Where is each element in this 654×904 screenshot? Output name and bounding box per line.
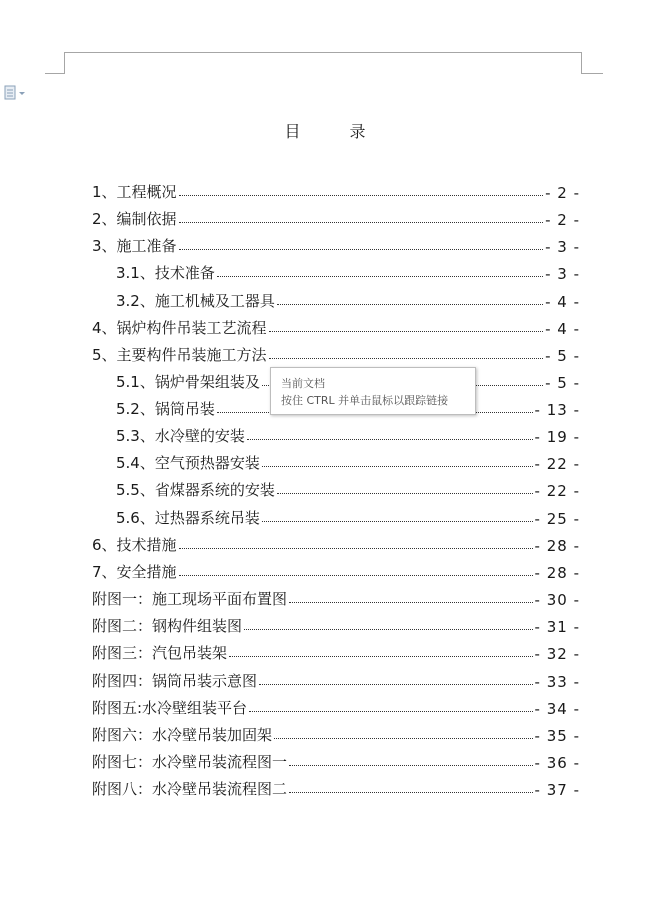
toc-entry[interactable] — [116, 257, 580, 283]
toc-entry[interactable] — [92, 176, 580, 202]
toc-leader-dots — [249, 710, 532, 712]
toc-leader-dots — [289, 791, 533, 793]
toc-leader-dots — [262, 520, 533, 522]
toc-entry[interactable] — [116, 447, 580, 473]
toc-entry[interactable] — [92, 339, 580, 365]
toc-entry[interactable] — [92, 203, 580, 229]
toc-entry[interactable] — [92, 665, 580, 691]
toc-leader-dots — [217, 275, 543, 277]
toc-entry-label: 附图四：锅筒吊装示意图 — [92, 672, 258, 690]
toc-leader-dots — [269, 357, 544, 359]
toc-entry-page: - 13 - — [534, 401, 580, 419]
toc-entry-page: - 35 - — [534, 727, 580, 745]
toc-entry[interactable] — [92, 583, 580, 609]
toc-entry-label: 3.2、施工机械及工器具 — [116, 292, 275, 310]
hyperlink-tooltip — [270, 367, 476, 415]
toc-entry-page: - 3 - — [545, 238, 580, 256]
toc-entry-page: - 4 - — [545, 320, 580, 338]
page-corner-marker — [64, 52, 65, 73]
toc-entry-label: 3.1、技术准备 — [116, 264, 215, 282]
toc-leader-dots — [277, 303, 543, 305]
toc-entry[interactable] — [116, 285, 580, 311]
toc-entry-page: - 4 - — [545, 293, 580, 311]
toc-entry-page: - 30 - — [534, 591, 580, 609]
toc-entry[interactable] — [116, 502, 580, 528]
page-corner-marker — [45, 73, 65, 74]
toc-leader-dots — [277, 492, 533, 494]
toc-entry[interactable] — [92, 637, 580, 663]
toc-entry-page: - 2 - — [545, 184, 580, 202]
toc-entry-label: 6、技术措施 — [92, 536, 177, 554]
toc-entry-page: - 36 - — [534, 754, 580, 772]
page-top-border — [64, 52, 582, 53]
toc-entry-page: - 33 - — [534, 673, 580, 691]
page-corner-marker — [581, 73, 603, 74]
toc-entry[interactable] — [92, 746, 580, 772]
toc-entry-page: - 28 - — [534, 537, 580, 555]
toc-entry[interactable] — [92, 610, 580, 636]
toc-entry-page: - 5 - — [545, 374, 580, 392]
toc-entry-label: 5.5、省煤器系统的安装 — [116, 481, 275, 499]
toc-leader-dots — [179, 194, 544, 196]
toc-entry-page: - 32 - — [534, 645, 580, 663]
toc-leader-dots — [179, 221, 544, 223]
toc-entry-label: 5、主要构件吊装施工方法 — [92, 346, 267, 364]
toc-entry-label: 2、编制依据 — [92, 210, 177, 228]
toc-entry[interactable] — [92, 692, 580, 718]
toc-entry-page: - 3 - — [545, 265, 580, 283]
toc-entry-page: - 5 - — [545, 347, 580, 365]
toc-entry-label: 5.4、空气预热器安装 — [116, 454, 260, 472]
toc-entry-label: 附图一：施工现场平面布置图 — [92, 590, 288, 608]
toc-entry[interactable] — [116, 420, 580, 446]
toc-entry[interactable] — [92, 556, 580, 582]
toc-title: 目 录 — [284, 122, 388, 141]
toc-leader-dots — [259, 683, 533, 685]
toc-leader-dots — [244, 628, 533, 630]
toc-leader-dots — [269, 330, 544, 332]
toc-entry[interactable] — [92, 719, 580, 745]
toc-entry-label: 5.2、锅筒吊装 — [116, 400, 215, 418]
toc-leader-dots — [274, 737, 533, 739]
toc-entry-label: 5.3、水冷壁的安装 — [116, 427, 245, 445]
toc-entry-page: - 22 - — [534, 455, 580, 473]
toc-leader-dots — [179, 574, 533, 576]
toc-entry-label: 5.6、过热器系统吊装 — [116, 509, 260, 527]
toc-entry-label: 附图八：水冷壁吊装流程图二 — [92, 780, 288, 798]
page-corner-marker — [581, 52, 582, 73]
toc-entry-page: - 37 - — [534, 781, 580, 799]
toc-entry-label: 附图六：水冷壁吊装加固架 — [92, 726, 273, 744]
toc-entry-label: 附图三：汽包吊装架 — [92, 644, 228, 662]
toc-entry[interactable] — [92, 529, 580, 555]
toc-entry-page: - 22 - — [534, 482, 580, 500]
tooltip-title: 当前文档 — [281, 377, 325, 390]
toc-leader-dots — [179, 547, 533, 549]
toc-entry-page: - 34 - — [534, 700, 580, 718]
toc-entry-label: 3、施工准备 — [92, 237, 177, 255]
toc-entry-label: 附图二：钢构件组装图 — [92, 617, 243, 635]
toc-leader-dots — [229, 655, 533, 657]
toc-entry-page: - 25 - — [534, 510, 580, 528]
toc-entry-label: 附图七：水冷壁吊装流程图一 — [92, 753, 288, 771]
toc-leader-dots — [289, 764, 533, 766]
toc-entry-page: - 31 - — [534, 618, 580, 636]
toc-entry-page: - 28 - — [534, 564, 580, 582]
toc-entry-label: 5.1、锅炉骨架组装及 — [116, 373, 260, 391]
toc-entry[interactable] — [92, 312, 580, 338]
toc-leader-dots — [247, 438, 533, 440]
toc-entry[interactable] — [92, 773, 580, 799]
document-layout-icon[interactable] — [4, 85, 20, 101]
toc-entry-label: 7、安全措施 — [92, 563, 177, 581]
toc-leader-dots — [289, 601, 533, 603]
toc-leader-dots — [262, 465, 533, 467]
toc-entry-page: - 19 - — [534, 428, 580, 446]
toc-leader-dots — [179, 248, 544, 250]
toc-entry-label: 附图五:水冷壁组装平台 — [92, 699, 248, 717]
toc-entry-label: 4、锅炉构件吊装工艺流程 — [92, 319, 267, 337]
toc-entry-page: - 2 - — [545, 211, 580, 229]
toc-entry[interactable] — [116, 474, 580, 500]
toc-entry-label: 1、工程概况 — [92, 183, 177, 201]
toc-entry[interactable] — [92, 230, 580, 256]
tooltip-hint: 按住 CTRL 并单击鼠标以跟踪链接 — [281, 394, 449, 407]
